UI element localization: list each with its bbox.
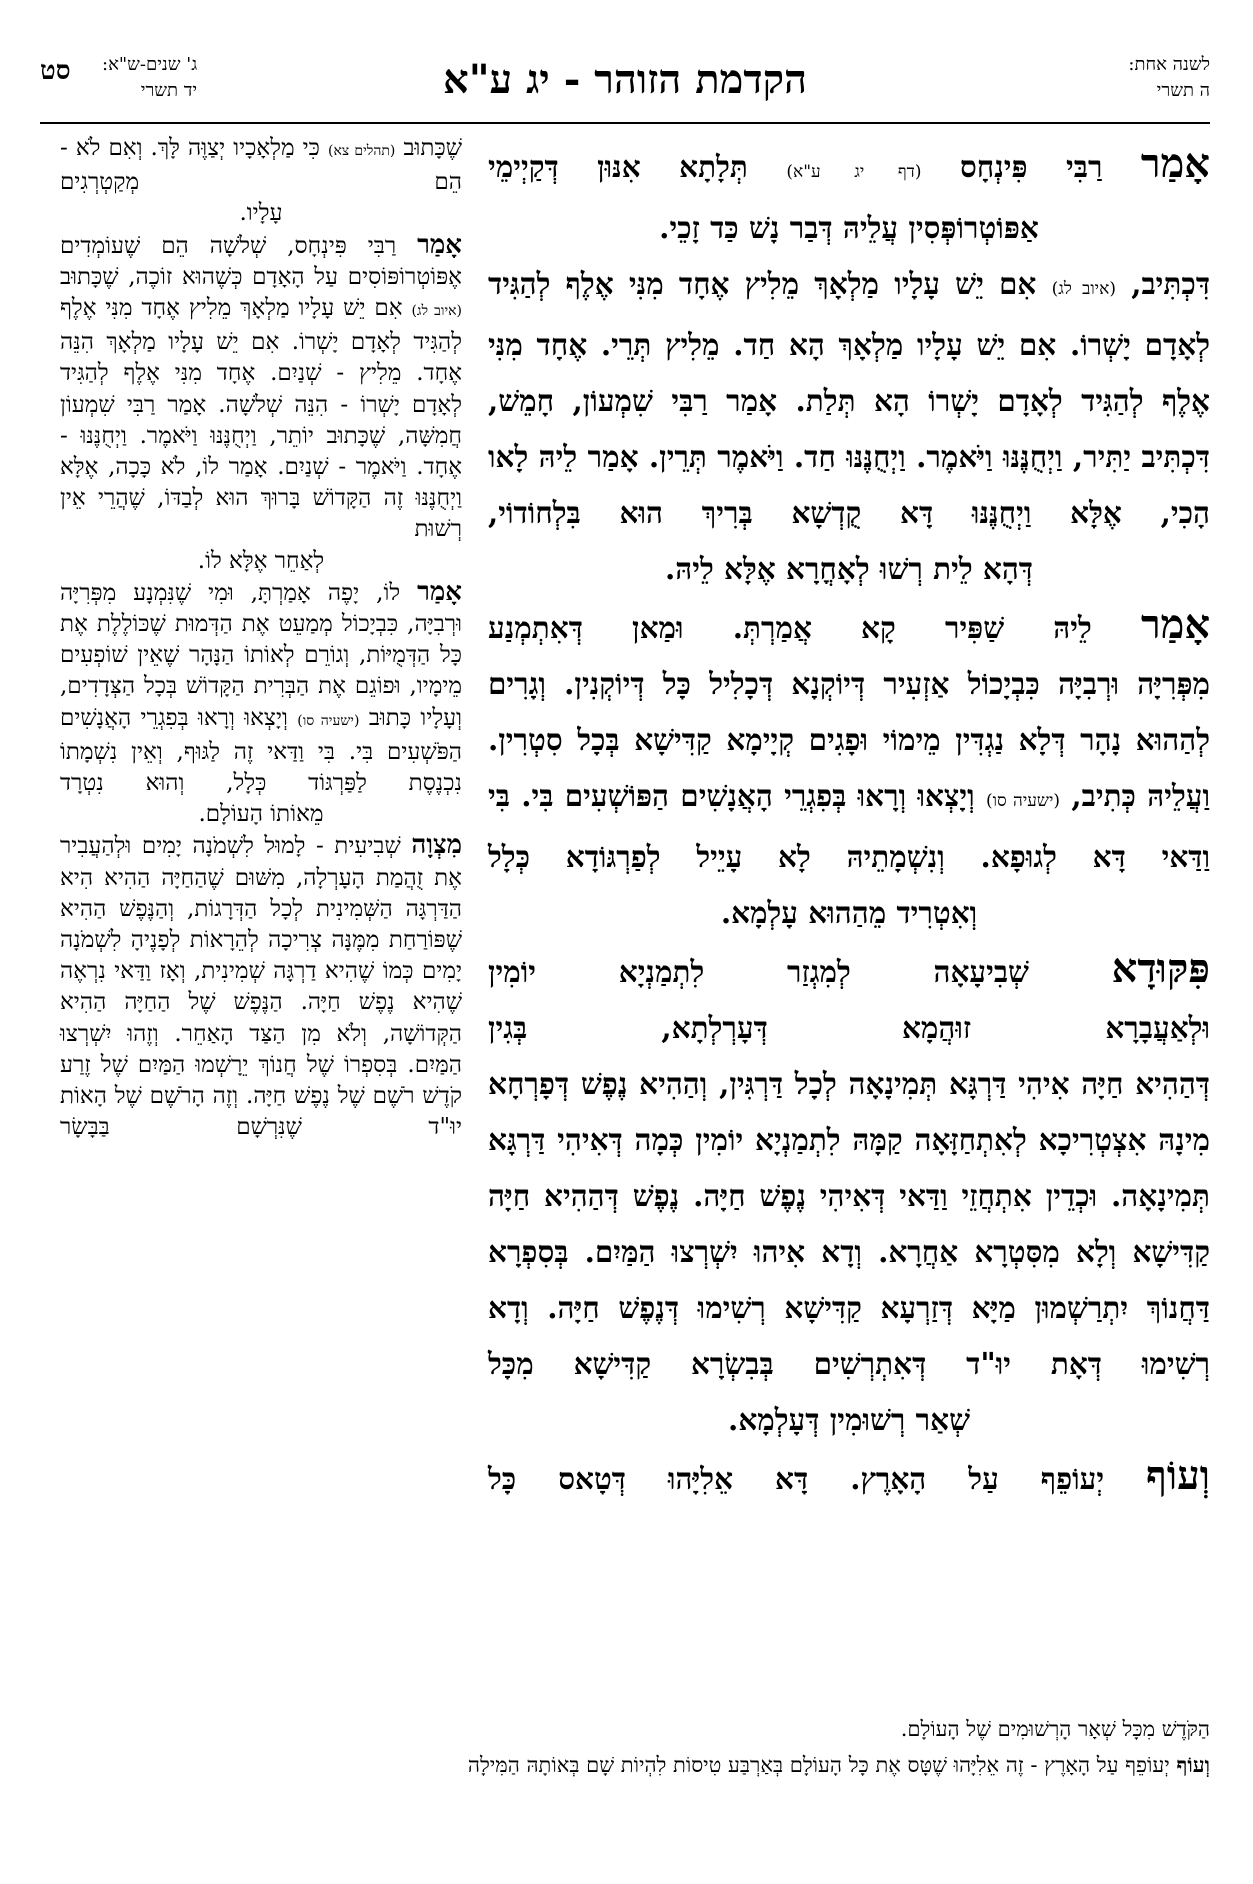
- side-s1-closing-line: עָלָיו.: [239, 200, 283, 227]
- page-number: סט: [40, 56, 71, 86]
- side-s3-source-ref: (ישעיה סו): [297, 712, 360, 729]
- main-p2-text-a: דִּכְתִּיב,: [1131, 266, 1211, 301]
- main-p4-line2: וּלְאַעֲבָרָא זוּהֲמָא דְּעָרְלְתָא, בְּגִין: [488, 1010, 1210, 1045]
- main-p1-opening-word: אָמַר: [1140, 140, 1210, 187]
- side-s2-text-a: רַבִּי פִּינְחָס, שְׁלֹשָׁה הֵם שֶׁעוֹמְדִים אֶפּוֹטְרוֹפּוֹסִים עַל הָאָדָם כְּשֶׁהוּא זוֹכֶה, שֶׁכָּתוּב: [60, 232, 462, 290]
- main-p3-text-a: לֵיהּ שַׁפִּיר קָא אֲמַרְתְּ. וּמַאן דְּאִתְמְנַע: [488, 610, 1092, 645]
- main-paragraph-4: דְּהַהִיא חַיָּה אִיהִי דַּרְגָּא תְּמִינָאָה לְכָל דַּרְגִּין, וְהַהִיא נֶפֶשׁ דְּפָרְחָא מִינָהּ אִצְטְרִיכָא לְאִתְחַזָּאָה קַמָּהּ לִתְמַנְיָא יוֹמִין כְּמָה דְּאִיהִי דַּרְגָּא תְּמִינָאָה. וּכְדֵין אִתְחֲזֵי וַדַּאי דְּאִיהִי נֶפֶשׁ חַיָּה. נֶפֶשׁ דְּהַהִיא חַיָּה קַדִּישָׁא וְלָא מִסִּטְרָא אַחֲרָא. וְדָא אִיהוּ יִשְׁרְצוּ הַמַּיִם. בְּסִפְרָא דַּחֲנוֹךְ יִתְרַשְׁמוּן מַיָּא דְּזַרְעָא קַדִּישָׁא רְשִׁימוּ דְּנֶפֶשׁ חַיָּה. וְדָא רְשִׁימוּ דְּאָת יוּ"ד דְּאִתְרְשִׁים בְּבִשְׂרָא קַדִּישָׁא מִכָּל: [488, 1066, 1210, 1381]
- main-p4-closing-line: שְׁאַר רְשׁוּמִין דְּעָלְמָא.: [728, 1402, 970, 1437]
- main-p5-opening-word: וְעוֹף: [1146, 1452, 1210, 1499]
- bottom-line-2: [40, 1747, 1210, 1783]
- main-p2-closing-line: דְּהָא לֵית רְשׁוּ לְאָחֳרָא אֶלָּא לֵיהּ.: [665, 551, 1033, 586]
- main-p3-opening-word: אָמַר: [1140, 601, 1210, 648]
- main-p3-text-c: וְיָצְאוּ וְרָאוּ בְּפִגְרֵי הָאֲנָשִׁים הַפּוֹשְׁעִים בִּי. בִּי וַדַּאי דָּא לְגוּפָא. וְנִשְׁמָתֵיהּ לָא עָיֵיל לְפַרְגּוֹדָא כְּלָל: [488, 778, 1210, 874]
- main-paragraph-5: [488, 1448, 1210, 1507]
- bottom-line-1: הַקֹּדֶשׁ מִכָּל שְׁאָר הָרְשׁוּמִים שֶׁל הָעוֹלָם.: [900, 1717, 1210, 1741]
- header-schedule-three-years-label: ג' שנים-ש"א:: [102, 54, 198, 75]
- main-p3-closing-line: וְאִטְרִיד מֵהַהוּא עָלְמָא.: [720, 895, 978, 930]
- main-p1-text-b: תְּלָתָא אִנּוּן דְּקַיְימֵי: [488, 149, 748, 184]
- header-schedule-one-year-date: ה תשרי: [1156, 80, 1210, 101]
- main-p3-source-ref: (ישעיה סו): [985, 791, 1061, 811]
- main-p4-opening-word: פִּקּוּדָא: [1111, 945, 1210, 992]
- main-p2-source-ref: (איוב לג): [1051, 279, 1116, 299]
- page-title: הקדמת הזוהר - יג ע"א: [443, 56, 807, 103]
- bottom-continuation: [40, 1712, 1210, 1783]
- main-p1-source-ref: (דף יג ע"א): [786, 162, 922, 182]
- side-s3-opening-word: אָמַר: [417, 576, 462, 607]
- side-s1-text-a: שֶׁכָּתוּב: [403, 135, 462, 161]
- side-s2-source-ref: (איוב לג): [411, 303, 462, 320]
- main-p2-text-b: אִם יֵשׁ עָלָיו מַלְאָךְ מֵלִיץ אֶחָד מִנִּי אֶלֶף לְהַגִּיד לְאָדָם יָשְׁרוֹ. אִם יֵשׁ עָלָיו מַלְאָךְ הָא חַד. מֵלִיץ תְּרֵי. אֶחָד מִנִּי אֶלֶף לְהַגִּיד לְאָדָם יָשְׁרוֹ הָא תְּלַת. אָמַר רַבִּי שִׁמְעוֹן, חָמֵשׁ, דִּכְתִּיב יַתִּיר, וַיְחֻנֶּנּוּ וַיֹּאמֶר. וַיְחֻנֶּנּוּ חַד. וַיֹּאמֶר תְּרֵין. אָמַר לֵיהּ לָאו הָכִי, אֶלָּא וַיְחֻנֶּנּוּ דָּא קֻדְשָׁא בְּרִיךְ הוּא בִּלְחוֹדוֹי,: [488, 266, 1210, 530]
- side-s2-opening-word: אָמַר: [417, 229, 462, 260]
- side-paragraph-4: [60, 830, 462, 1143]
- main-p4-text-a: שְׁבִיעָאָה לְמִגְזַר לִתְמַנְיָא יוֹמִין: [488, 954, 1029, 989]
- header-schedule-three-years-date: יד תשרי: [140, 80, 198, 101]
- main-paragraph-2: [488, 256, 1210, 541]
- main-p1-closing-line: אַפּוֹטְרוֹפְּסִין עֲלֵיהּ דְּבַר נָשׁ כַּד זָכֵי.: [659, 210, 1039, 245]
- side-paragraph-2: [60, 230, 462, 546]
- side-s4-opening-word: מִצְוָה: [411, 830, 463, 861]
- main-p3-text-b: מִפְּרִיָּה וּרְבִיָּה כִּבְיָכוֹל אַזְעִיר דְּיוֹקְנָא דְּכָלִיל כָּל דְּיוֹקְנִין. וְגָרִים לְהַהוּא נָהָר דְּלָא נַגְדִּין מֵימוֹי וּפָגִים קְיָימָא קַדִּישָׁא בְּכָל סִטְרִין. וַעֲלֵיהּ כְּתִיב,: [488, 666, 1211, 813]
- main-paragraph-4-line1: [488, 941, 1210, 1000]
- side-paragraph-3: [60, 577, 462, 799]
- side-s3-closing-line: מֵאוֹתוֹ הָעוֹלָם.: [198, 801, 324, 828]
- page-header: [40, 52, 1210, 114]
- side-s1-source-ref: (תהלים צא): [327, 143, 396, 159]
- header-divider: [40, 122, 1210, 124]
- side-s1-text-b: כִּי מַלְאָכָיו יְצַוֶּה לָּךְ. וְאִם לֹא - הֵם מְקַטְרְגִים: [60, 135, 462, 196]
- main-paragraph-3: [488, 656, 1210, 885]
- main-paragraph-3-line1: [488, 597, 1210, 656]
- side-s3-text-b: וְיָצְאוּ וְרָאוּ בְּפִגְרֵי הָאֲנָשִׁים הַפֹּשְׁעִים בִּי. בִּי וַדַּאי זֶה לַגּוּף, וְאֵין נִשְׁמָתוֹ נִכְנֶסֶת לַפַּרְגּוֹד כְּלָל, וְהוּא נִטְרָד: [60, 704, 462, 797]
- header-schedule-one-year-label: לשנה אחת:: [1128, 54, 1210, 75]
- main-column-aramaic: [488, 136, 1210, 1507]
- main-p5-text-a: יְעוֹפֵף עַל הָאָרֶץ. דָּא אֵלִיָּהוּ דְּטָאס כָּל: [488, 1461, 1105, 1496]
- side-column-translation: [60, 133, 462, 1144]
- main-p1-text-a: רַבִּי פִּינְחָס: [959, 149, 1103, 184]
- side-s2-text-b: אִם יֵשׁ עָלָיו מַלְאָךְ מֵלִיץ אֶחָד מִנִּי אֶלֶף לְהַגִּיד לְאָדָם יָשְׁרוֹ. אִם יֵשׁ עָלָיו מַלְאָךְ הִנֵּה אֶחָד. מֵלִיץ - שְׁנַיִם. אֶחָד מִנִּי אֶלֶף לְהַגִּיד לְאָדָם יָשְׁרוֹ - הִנֵּה שְׁלֹשָׁה. אָמַר רַבִּי שִׁמְעוֹן חֲמִשָּׁה, שֶׁכָּתוּב יוֹתֵר, וַיְחֻנֶּנּוּ וַיֹּאמֶר. וַיְחֻנֶּנּוּ - אֶחָד. וַיֹּאמֶר - שְׁנַיִם. אָמַר לוֹ, לֹא כָּכָה, אֶלָּא וַיְחֻנֶּנּוּ זֶה הַקָּדוֹשׁ בָּרוּךְ הוּא לְבַדּוֹ, שֶׁהֲרֵי אֵין רְשׁוּת: [60, 295, 462, 543]
- side-s3-text-a: לוֹ, יָפֶה אָמַרְתָּ, וּמִי שֶׁנִּמְנָע מִפְּרִיָּה וּרְבִיָּה, כִּבְיָכוֹל מְמַעֵט אֶת הַדְּמוּת שֶׁכּוֹלֶלֶת אֶת כָּל הַדְּמֻיּוֹת, וְגוֹרֵם לְאוֹתוֹ הַנָּהָר שֶׁאֵין שׁוֹפְעִים מֵימָיו, וּפוֹגֵם אֶת הַבְּרִית הַקָּדוֹשׁ בְּכָל הַצְּדָדִים, וְעָלָיו כָּתוּב: [60, 579, 463, 731]
- bottom-line2-opening-word: וְעוֹף: [1176, 1752, 1210, 1777]
- bottom-line2-text: יְעוֹפֵף עַל הָאָרֶץ - זֶה אֵלִיָּהוּ שֶׁטָּס אֶת כָּל הָעוֹלָם בְּאַרְבַּע טִיסוֹת לִהְיוֹת שָׁם בְּאוֹתָהּ הַמִּילָה: [467, 1753, 1170, 1777]
- side-s2-closing-line: לְאַחֵר אֶלָּא לוֹ.: [197, 547, 325, 574]
- header-schedule-three-years-text: [102, 52, 197, 104]
- side-s4-text-a: שְׁבִיעִית - לָמוּל לִשְׁמֹנָה יָמִים וּלְהַעֲבִיר אֶת זֻהֲמַת הָעָרְלָה, מִשּׁוּם שֶׁהַחַיָּה הַהִיא הִיא הַדַּרְגָּה הַשְּׁמִינִית לְכָל הַדְּרָגוֹת, וְהַנֶּפֶשׁ הַהִיא שֶׁפּוֹרַחַת מִמֶּנָּה צְרִיכָה לְהֵרָאוֹת לְפָנֶיהָ לִשְׁמֹנָה יָמִים כְּמוֹ שֶׁהִיא דַרְגָּה שְׁמִינִית, וְאָז וַדַּאי נִרְאֶה שֶׁהִיא נֶפֶשׁ חַיָּה. הַנֶּפֶשׁ שֶׁל הַחַיָּה הַהִיא הַקְּדוֹשָׁה, וְלֹא מִן הַצַּד הָאַחֵר. וְזֶהוּ יִשְׁרְצוּ הַמַּיִם. בְּסִפְרוֹ שֶׁל חֲנוֹךְ יֵרָשְׁמוּ הַמַּיִם שֶׁל זֶרַע קֹדֶשׁ רֹשֶׁם שֶׁל נֶפֶשׁ חַיָּה. וְזֶה הָרֹשֶׁם שֶׁל הָאוֹת יוּ"ד שֶׁנִּרְשָׁם בַּבָּשָׂר: [60, 833, 462, 1141]
- side-paragraph-1: [60, 133, 462, 198]
- main-paragraph-1: [488, 136, 1210, 200]
